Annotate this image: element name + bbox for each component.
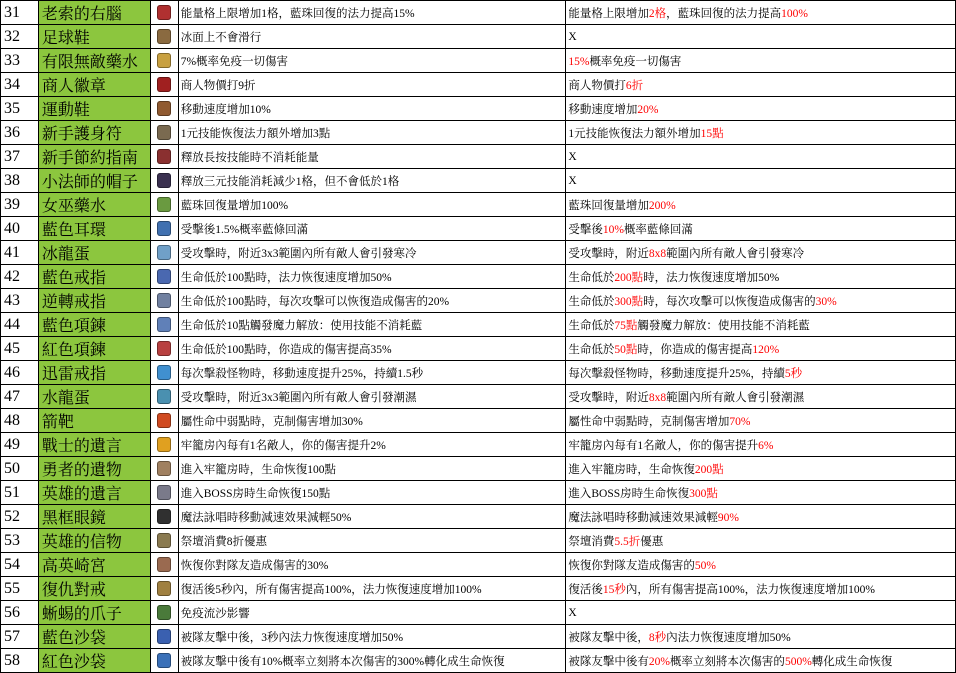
item-name-cell[interactable]: 冰龍蛋 <box>38 241 150 265</box>
row-number[interactable]: 51 <box>1 481 39 505</box>
highlighted-value: 200點 <box>614 271 644 284</box>
original-effect-cell[interactable]: 冰面上不會滑行 <box>178 25 566 49</box>
row-number[interactable]: 44 <box>1 313 39 337</box>
revenge-rings-icon <box>157 581 171 596</box>
original-effect-cell[interactable]: 移動速度增加10% <box>178 97 566 121</box>
original-effect-cell[interactable]: 每次擊殺怪物時，移動速度提升25%，持續1.5秒 <box>178 361 566 385</box>
item-icon-cell[interactable] <box>150 625 178 649</box>
row-number[interactable]: 32 <box>1 25 39 49</box>
effect-text: 被隊友擊中後有 <box>568 655 649 668</box>
original-effect-cell[interactable]: 祭壇消費8折優惠 <box>178 529 566 553</box>
item-icon-cell[interactable] <box>150 217 178 241</box>
item-name-cell[interactable]: 紅色沙袋 <box>38 649 150 673</box>
item-icon-cell[interactable] <box>150 97 178 121</box>
item-icon-cell[interactable] <box>150 553 178 577</box>
highlighted-value: 15% <box>568 55 590 68</box>
highlighted-value: 5秒 <box>784 367 803 380</box>
item-icon-cell[interactable] <box>150 361 178 385</box>
upgraded-effect-cell[interactable] <box>566 433 956 457</box>
row-number[interactable]: 58 <box>1 649 39 673</box>
upgraded-effect-cell[interactable] <box>566 289 956 313</box>
item-icon-cell[interactable] <box>150 241 178 265</box>
table-row <box>1 481 956 505</box>
upgraded-effect-cell[interactable] <box>566 649 956 673</box>
row-number[interactable]: 56 <box>1 601 39 625</box>
item-name-cell[interactable]: 高英崎宮 <box>38 553 150 577</box>
highlighted-value: 30% <box>815 295 837 308</box>
item-icon-cell[interactable] <box>150 289 178 313</box>
effect-text: 1元技能恢復法力額外增加 <box>568 127 701 140</box>
upgraded-effect-cell[interactable] <box>566 577 956 601</box>
upgraded-effect-cell[interactable] <box>566 25 956 49</box>
item-name-cell[interactable]: 足球鞋 <box>38 25 150 49</box>
table-row <box>1 385 956 409</box>
item-icon-cell[interactable] <box>150 505 178 529</box>
row-number[interactable]: 35 <box>1 97 39 121</box>
table-row <box>1 121 956 145</box>
upgraded-effect-cell[interactable] <box>566 457 956 481</box>
witch-potion-icon <box>157 197 171 212</box>
table-row <box>1 361 956 385</box>
blue-sandbag-icon <box>157 629 171 644</box>
original-effect-cell[interactable]: 能量格上限增加1格，藍珠回復的法力提高15% <box>178 1 566 25</box>
upgraded-effect-cell[interactable] <box>566 145 956 169</box>
claw-icon <box>157 605 171 620</box>
item-name-cell[interactable]: 箭靶 <box>38 409 150 433</box>
effect-text: ，藍珠回復的法力提高 <box>666 7 782 20</box>
original-effect-cell[interactable]: 復活後5秒內，所有傷害提高100%，法力恢復速度增加100% <box>178 577 566 601</box>
table-row <box>1 193 956 217</box>
effect-text: 時，你造成的傷害提高 <box>637 343 753 356</box>
row-number[interactable]: 57 <box>1 625 39 649</box>
row-number[interactable]: 37 <box>1 145 39 169</box>
effect-text: 牢籠房內每有1名敵人，你的傷害提升 <box>568 439 759 452</box>
effect-text: 範圍內所有敵人會引發潮濕 <box>666 391 805 404</box>
effect-text: 生命低於 <box>568 295 615 308</box>
water-egg-icon <box>157 389 171 404</box>
table-row <box>1 409 956 433</box>
highlighted-value: 70% <box>729 415 751 428</box>
item-icon-cell[interactable] <box>150 385 178 409</box>
effect-text: 藍珠回復量增加 <box>568 199 649 212</box>
effect-text: 受擊後 <box>568 223 603 236</box>
original-effect-cell[interactable]: 受攻擊時，附近3x3範圍內所有敵人會引發潮濕 <box>178 385 566 409</box>
upgraded-effect-cell[interactable] <box>566 361 956 385</box>
scroll-icon <box>157 485 171 500</box>
row-number[interactable]: 45 <box>1 337 39 361</box>
row-number[interactable]: 52 <box>1 505 39 529</box>
item-icon-cell[interactable] <box>150 409 178 433</box>
upgraded-effect-cell[interactable] <box>566 217 956 241</box>
item-name-cell[interactable]: 復仇對戒 <box>38 577 150 601</box>
effect-text: 概率免疫一切傷害 <box>589 55 682 68</box>
table-row <box>1 433 956 457</box>
highlighted-value: 15秒 <box>602 583 626 596</box>
original-effect-cell[interactable]: 進入BOSS房時生命恢復150點 <box>178 481 566 505</box>
effect-text: X <box>568 30 577 43</box>
table-row <box>1 649 956 673</box>
token-icon <box>157 533 171 548</box>
item-icon-cell[interactable] <box>150 433 178 457</box>
effect-text: 商人物價打 <box>568 79 626 92</box>
upgraded-effect-cell[interactable] <box>566 337 956 361</box>
highlighted-value: 50點 <box>614 343 638 356</box>
red-sandbag-icon <box>157 653 171 668</box>
item-name-cell[interactable]: 藍色沙袋 <box>38 625 150 649</box>
table-body <box>1 1 956 673</box>
sword-icon <box>157 461 171 476</box>
effect-text: 內法力恢復速度增加50% <box>666 631 791 644</box>
effect-text: 祭壇消費 <box>568 535 615 548</box>
effect-text: 轉化成生命恢復 <box>811 655 893 668</box>
effect-text: 生命低於 <box>568 343 615 356</box>
row-number[interactable]: 49 <box>1 433 39 457</box>
red-necklace-icon <box>157 341 171 356</box>
upgraded-effect-cell[interactable] <box>566 481 956 505</box>
table-row <box>1 1 956 25</box>
effect-text: 優惠 <box>640 535 664 548</box>
table-row <box>1 577 956 601</box>
upgraded-effect-cell[interactable] <box>566 73 956 97</box>
table-row <box>1 241 956 265</box>
highlighted-value: 6折 <box>625 79 644 92</box>
effect-text: 生命低於 <box>568 271 615 284</box>
upgraded-effect-cell[interactable] <box>566 241 956 265</box>
upgraded-effect-cell[interactable] <box>566 409 956 433</box>
table-row <box>1 217 956 241</box>
highlighted-value: 2格 <box>648 7 667 20</box>
original-effect-cell[interactable]: 牢籠房內每有1名敵人，你的傷害提升2% <box>178 433 566 457</box>
upgraded-effect-cell[interactable] <box>566 121 956 145</box>
item-icon-cell[interactable] <box>150 145 178 169</box>
item-icon-cell[interactable] <box>150 193 178 217</box>
upgraded-effect-cell[interactable] <box>566 505 956 529</box>
row-number[interactable]: 34 <box>1 73 39 97</box>
original-effect-cell[interactable]: 釋放三元技能消耗減少1格，但不會低於1格 <box>178 169 566 193</box>
highlighted-value: 100% <box>781 7 808 20</box>
effect-text: 觸發魔力解放：使用技能不消耗藍 <box>637 319 810 332</box>
highlighted-value: 20% <box>648 655 670 668</box>
row-number[interactable]: 50 <box>1 457 39 481</box>
item-name-cell[interactable]: 藍色項鍊 <box>38 313 150 337</box>
effect-text: 內，所有傷害提高100%，法力恢復速度增加100% <box>625 583 876 596</box>
upgraded-effect-cell[interactable] <box>566 265 956 289</box>
row-number[interactable]: 41 <box>1 241 39 265</box>
original-effect-cell[interactable]: 進入牢籠房時，生命恢復100點 <box>178 457 566 481</box>
effect-text: 能量格上限增加 <box>568 7 649 20</box>
effect-text: X <box>568 174 577 187</box>
effect-text: 魔法詠唱時移動減速效果減輕 <box>568 511 718 524</box>
item-name-cell[interactable]: 有限無敵藥水 <box>38 49 150 73</box>
table-row <box>1 505 956 529</box>
upgraded-effect-cell[interactable] <box>566 97 956 121</box>
item-name-cell[interactable]: 運動鞋 <box>38 97 150 121</box>
effect-text: X <box>568 606 577 619</box>
row-number[interactable]: 39 <box>1 193 39 217</box>
table-row <box>1 337 956 361</box>
wizard-hat-icon <box>157 173 171 188</box>
effect-text: 範圍內所有敵人會引發寒冷 <box>666 247 805 260</box>
original-effect-cell[interactable]: 生命低於100點時，法力恢復速度增加50% <box>178 265 566 289</box>
portrait-icon <box>157 557 171 572</box>
item-icon-cell[interactable] <box>150 169 178 193</box>
item-name-cell[interactable]: 英雄的信物 <box>38 529 150 553</box>
original-effect-cell[interactable]: 免疫流沙影響 <box>178 601 566 625</box>
row-number[interactable]: 33 <box>1 49 39 73</box>
table-row <box>1 265 956 289</box>
sneaker-icon <box>157 101 171 116</box>
original-effect-cell[interactable]: 藍珠回復量增加100% <box>178 193 566 217</box>
upgraded-effect-cell[interactable] <box>566 49 956 73</box>
highlighted-value: 6% <box>758 439 774 452</box>
highlighted-value: 8x8 <box>648 247 667 260</box>
item-name-cell[interactable]: 戰士的遺言 <box>38 433 150 457</box>
item-name-cell[interactable]: 水龍蛋 <box>38 385 150 409</box>
original-effect-cell[interactable]: 生命低於10點觸發魔力解放：使用技能不消耗藍 <box>178 313 566 337</box>
row-number[interactable]: 31 <box>1 1 39 25</box>
highlighted-value: 200點 <box>694 463 724 476</box>
table-row <box>1 73 956 97</box>
effect-text: 移動速度增加 <box>568 103 638 116</box>
item-icon-cell[interactable] <box>150 25 178 49</box>
item-icon-cell[interactable] <box>150 121 178 145</box>
original-effect-cell[interactable]: 7%概率免疫一切傷害 <box>178 49 566 73</box>
highlighted-value: 90% <box>717 511 739 524</box>
upgraded-effect-cell[interactable] <box>566 625 956 649</box>
item-name-cell[interactable]: 新手節約指南 <box>38 145 150 169</box>
table-row <box>1 553 956 577</box>
original-effect-cell[interactable]: 生命低於100點時，你造成的傷害提高35% <box>178 337 566 361</box>
original-effect-cell[interactable]: 魔法詠唱時移動減速效果減輕50% <box>178 505 566 529</box>
boot-icon <box>157 29 171 44</box>
original-effect-cell[interactable]: 受攻擊時，附近3x3範圍內所有敵人會引發寒冷 <box>178 241 566 265</box>
table-row <box>1 313 956 337</box>
row-number[interactable]: 42 <box>1 265 39 289</box>
upgraded-effect-cell[interactable] <box>566 313 956 337</box>
item-name-cell[interactable]: 藍色戒指 <box>38 265 150 289</box>
upgraded-effect-cell[interactable] <box>566 193 956 217</box>
item-icon-cell[interactable] <box>150 577 178 601</box>
table-row <box>1 49 956 73</box>
table-row <box>1 457 956 481</box>
row-number[interactable]: 54 <box>1 553 39 577</box>
item-icon-cell[interactable] <box>150 1 178 25</box>
effect-text: 進入BOSS房時生命恢復 <box>568 487 690 500</box>
highlighted-value: 10% <box>602 223 624 236</box>
highlighted-value: 15點 <box>700 127 724 140</box>
brain-icon <box>157 5 171 20</box>
original-effect-cell[interactable]: 釋放長按技能時不消耗能量 <box>178 145 566 169</box>
highlighted-value: 200% <box>648 199 676 212</box>
glasses-icon <box>157 509 171 524</box>
original-effect-cell[interactable]: 受擊後1.5%概率藍條回滿 <box>178 217 566 241</box>
item-icon-cell[interactable] <box>150 601 178 625</box>
item-icon-cell[interactable] <box>150 529 178 553</box>
warrior-medal-icon <box>157 437 171 452</box>
effect-text: 概率藍條回滿 <box>623 223 693 236</box>
effect-text: 復活後 <box>568 583 603 596</box>
amulet-icon <box>157 125 171 140</box>
item-name-cell[interactable]: 逆轉戒指 <box>38 289 150 313</box>
highlighted-value: 20% <box>637 103 659 116</box>
original-effect-cell[interactable]: 被隊友擊中後有10%概率立刻將本次傷害的300%轉化成生命恢復 <box>178 649 566 673</box>
row-number[interactable]: 55 <box>1 577 39 601</box>
upgraded-effect-cell[interactable] <box>566 601 956 625</box>
table-row <box>1 625 956 649</box>
table-row <box>1 169 956 193</box>
row-number[interactable]: 43 <box>1 289 39 313</box>
blue-ring-icon <box>157 269 171 284</box>
item-name-cell[interactable]: 勇者的遺物 <box>38 457 150 481</box>
item-name-cell[interactable]: 小法師的帽子 <box>38 169 150 193</box>
upgraded-effect-cell[interactable] <box>566 553 956 577</box>
highlighted-value: 300點 <box>689 487 718 500</box>
table-row <box>1 145 956 169</box>
original-effect-cell[interactable]: 商人物價打9折 <box>178 73 566 97</box>
reverse-ring-icon <box>157 293 171 308</box>
original-effect-cell[interactable]: 屬性命中弱點時，克制傷害增加30% <box>178 409 566 433</box>
highlighted-value: 120% <box>752 343 780 356</box>
item-name-cell[interactable]: 老索的右腦 <box>38 1 150 25</box>
highlighted-value: 75點 <box>614 319 638 332</box>
thunder-ring-icon <box>157 365 171 380</box>
item-name-cell[interactable]: 迅雷戒指 <box>38 361 150 385</box>
item-icon-cell[interactable] <box>150 313 178 337</box>
row-number[interactable]: 48 <box>1 409 39 433</box>
highlighted-value: 50% <box>694 559 716 572</box>
item-icon-cell[interactable] <box>150 265 178 289</box>
item-name-cell[interactable]: 商人徽章 <box>38 73 150 97</box>
effect-text: 生命低於 <box>568 319 615 332</box>
table-row <box>1 25 956 49</box>
row-number[interactable]: 36 <box>1 121 39 145</box>
effect-text: 恢復你對隊友造成傷害的 <box>568 559 695 572</box>
table-row <box>1 529 956 553</box>
potion-icon <box>157 53 171 68</box>
table-row <box>1 289 956 313</box>
effect-text: X <box>568 150 577 163</box>
item-name-cell[interactable]: 新手護身符 <box>38 121 150 145</box>
item-icon-cell[interactable] <box>150 49 178 73</box>
item-name-cell[interactable]: 藍色耳環 <box>38 217 150 241</box>
effect-text: 屬性命中弱點時，克制傷害增加 <box>568 415 730 428</box>
blue-necklace-icon <box>157 317 171 332</box>
row-number[interactable]: 40 <box>1 217 39 241</box>
effect-text: 時，法力恢復速度增加50% <box>643 271 780 284</box>
item-icon-cell[interactable] <box>150 337 178 361</box>
upgraded-effect-cell[interactable] <box>566 1 956 25</box>
effect-text: 概率立刻將本次傷害的 <box>669 655 785 668</box>
item-name-cell[interactable]: 蜥蜴的爪子 <box>38 601 150 625</box>
row-number[interactable]: 38 <box>1 169 39 193</box>
ice-egg-icon <box>157 245 171 260</box>
item-icon-cell[interactable] <box>150 73 178 97</box>
original-effect-cell[interactable]: 恢復你對隊友造成傷害的30% <box>178 553 566 577</box>
item-name-cell[interactable]: 紅色項鍊 <box>38 337 150 361</box>
effect-text: 每次擊殺怪物時，移動速度提升25%，持續 <box>568 367 785 380</box>
earring-icon <box>157 221 171 236</box>
highlighted-value: 300點 <box>614 295 644 308</box>
effect-text: 被隊友擊中後， <box>568 631 649 644</box>
highlighted-value: 8秒 <box>648 631 667 644</box>
item-name-cell[interactable]: 女巫藥水 <box>38 193 150 217</box>
table-row <box>1 97 956 121</box>
item-icon-cell[interactable] <box>150 481 178 505</box>
upgraded-effect-cell[interactable] <box>566 385 956 409</box>
table-row <box>1 601 956 625</box>
highlighted-value: 500% <box>784 655 812 668</box>
original-effect-cell[interactable]: 1元技能恢復法力額外增加3點 <box>178 121 566 145</box>
item-icon-cell[interactable] <box>150 457 178 481</box>
row-number[interactable]: 46 <box>1 361 39 385</box>
row-number[interactable]: 53 <box>1 529 39 553</box>
upgraded-effect-cell[interactable] <box>566 169 956 193</box>
book-icon <box>157 149 171 164</box>
row-number[interactable]: 47 <box>1 385 39 409</box>
badge-icon <box>157 77 171 92</box>
effect-text: 受攻擊時，附近 <box>568 247 649 260</box>
original-effect-cell[interactable]: 生命低於100點時，每次攻擊可以恢復造成傷害的20% <box>178 289 566 313</box>
highlighted-value: 5.5折 <box>614 535 641 548</box>
effect-text: 受攻擊時，附近 <box>568 391 649 404</box>
item-name-cell[interactable]: 黑框眼鏡 <box>38 505 150 529</box>
highlighted-value: 8x8 <box>648 391 667 404</box>
upgraded-effect-cell[interactable] <box>566 529 956 553</box>
original-effect-cell[interactable]: 被隊友擊中後，3秒內法力恢復速度增加50% <box>178 625 566 649</box>
effect-text: 時，每次攻擊可以恢復造成傷害的 <box>643 295 816 308</box>
item-name-cell[interactable]: 英雄的遺言 <box>38 481 150 505</box>
effect-text: 進入牢籠房時，生命恢復 <box>568 463 695 476</box>
item-icon-cell[interactable] <box>150 649 178 673</box>
target-icon <box>157 413 171 428</box>
